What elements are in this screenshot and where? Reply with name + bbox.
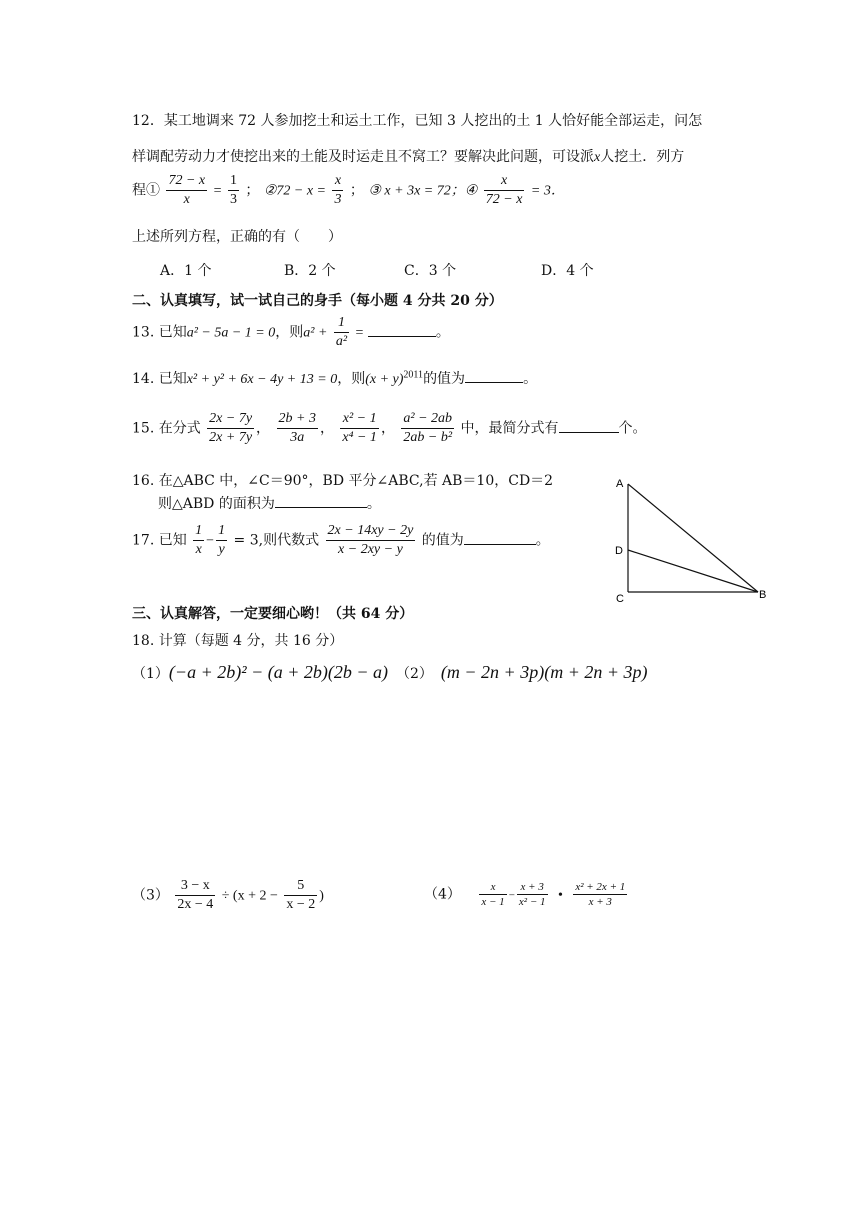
q18-part4: （4） $\frac{x}{x - 1}$ − $\frac{x + 3}{\text{x² − 1}}$ • $\frac{\text{x² + 2x + 1}}{x + 3}$ <box>424 881 626 908</box>
q16-blank[interactable] <box>275 507 367 508</box>
q18-title: 18. 计算（每题 4 分，共 16 分） <box>132 633 344 649</box>
q18-p3-frac: $\frac{3 - x}{2x - 4}$ <box>177 878 214 912</box>
q12-sep2: ； <box>349 182 364 199</box>
q17-blank[interactable] <box>464 544 536 545</box>
q15: 15. 在分式 $\frac{2x - 7y}{2x + 7y}$ ， $\frac{2b + 3}{3a}$ ， $\frac{\text{x² − 1}}{\text{x⁴ − 1}}$ ， $\frac{\text{a² − 2ab}}{\text{2ab − b²}}$ 中，最简分式有 个。 <box>132 411 647 445</box>
q18-part2: （2） (m − 2n + 3p)(m + 2n + 3p) <box>396 662 648 682</box>
q12-line2-text: 样调配劳动力才使挖出来的土能及时运走且不窝工？要解决此问题，可设派 <box>132 149 594 165</box>
q17: 17. 已知 $\frac{1}{x}$ − $\frac{1}{y}$ = 3,则代数式 $\frac{2x - 14xy - 2y}{x - 2xy - y}$ 的值为 。 <box>132 523 550 557</box>
q12-eq4-rhs: = 3． <box>530 183 565 199</box>
q18-part3: （3） $\frac{3 - x}{2x - 4}$ ÷ (x + 2 − $\frac{5}{x - 2}$ ) <box>132 878 324 912</box>
q12-option-b: B．2 个 <box>284 263 336 279</box>
q18-part1: （1）(−a + 2b)² − (a + 2b)(2b − a) <box>132 662 389 682</box>
q12-option-c: C．3 个 <box>404 263 457 279</box>
q15-frac-4: $\frac{\text{a² − 2ab}}{\text{2ab − b²}}$ <box>403 411 453 445</box>
q12-prefix: 程① <box>132 182 160 199</box>
q17-frac-y: $\frac{1}{y}$ <box>218 523 226 557</box>
label-b: B <box>759 589 767 601</box>
q12-equations: 程① $\frac{72 - x}{x}$ = $\frac{1}{3}$ ； ②72 − x = $\frac{x}{3}$ ； ③ x + 3x = 72；④ $\frac{x}{72 - x}$ = 3． <box>132 173 565 207</box>
q12-eq4-frac: $\frac{x}{72 - x}$ <box>485 173 523 207</box>
q13-frac: $\frac{1}{\text{a²}}$ <box>335 315 348 349</box>
q12-var: x <box>594 150 601 165</box>
q12-eq1-frac: $\frac{72 - x}{x}$ <box>168 173 206 207</box>
section3-title: 三、认真解答，一定要细心哟！（共 64 分） <box>132 606 414 622</box>
q17-frac-x: $\frac{1}{x}$ <box>195 523 203 557</box>
q15-frac-1: $\frac{2x - 7y}{2x + 7y}$ <box>209 411 253 445</box>
q12-line2 <box>132 146 684 166</box>
q12-eq2: ②72 − x = <box>263 183 327 199</box>
q12-line4: 上述所列方程，正确的有（ ） <box>132 229 342 245</box>
q15-frac-3: $\frac{\text{x² − 1}}{\text{x⁴ − 1}}$ <box>342 411 377 445</box>
q12-option-a: A．1 个 <box>160 263 212 279</box>
q14-blank[interactable] <box>465 382 523 383</box>
q18-p3-frac2: $\frac{5}{x - 2}$ <box>286 878 316 912</box>
q14: 14. 已知x² + y² + 6x − 4y + 13 = 0，则$(x + y)^{2011}$的值为 。 <box>132 369 538 387</box>
section2-title: 二、认真填写，试一试自己的身手（每小题 4 分共 20 分） <box>132 293 503 309</box>
q17-frac-main: $\frac{2x - 14xy - 2y}{x - 2xy - y}$ <box>327 523 414 557</box>
q12-sep1: ； <box>245 182 260 199</box>
q16-line1: 16. 在△ABC 中，∠C＝90°，BD 平分∠ABC,若 AB＝10，CD＝2 <box>132 473 554 489</box>
q18-p4-frac1: $\frac{x}{x - 1}$ <box>481 881 505 908</box>
label-a: A <box>616 478 624 490</box>
q12-eq3: ③ x + 3x = 72；④ <box>368 183 478 199</box>
q12-eq1-rhs: $\frac{1}{3}$ <box>229 173 237 207</box>
q18-p4-frac3: $\frac{\text{x² + 2x + 1}}{x + 3}$ <box>575 881 626 908</box>
q18-p4-frac2: $\frac{x + 3}{\text{x² − 1}}$ <box>518 881 546 908</box>
label-c: C <box>616 593 624 605</box>
q13-blank[interactable] <box>368 336 436 337</box>
q15-frac-2: $\frac{2b + 3}{3a}$ <box>278 411 316 445</box>
q13: 13. 已知a² − 5a − 1 = 0，则a² + $\frac{1}{\text{a²}}$ = 。 <box>132 315 450 349</box>
q16-line2: 则△ABD 的面积为 。 <box>158 496 381 512</box>
q12-option-d: D．4 个 <box>541 263 594 279</box>
q12-line2-end: 人挖土．列方 <box>600 149 685 165</box>
label-d: D <box>615 545 623 557</box>
triangle-figure <box>608 474 776 608</box>
q12-line1: 12．某工地调来 72 人参加挖土和运土工作，已知 3 人挖出的土 1 人恰好能全部运走，问怎 <box>132 113 703 129</box>
q15-blank[interactable] <box>559 432 619 433</box>
q12-eq2-frac: $\frac{x}{3}$ <box>334 173 342 207</box>
